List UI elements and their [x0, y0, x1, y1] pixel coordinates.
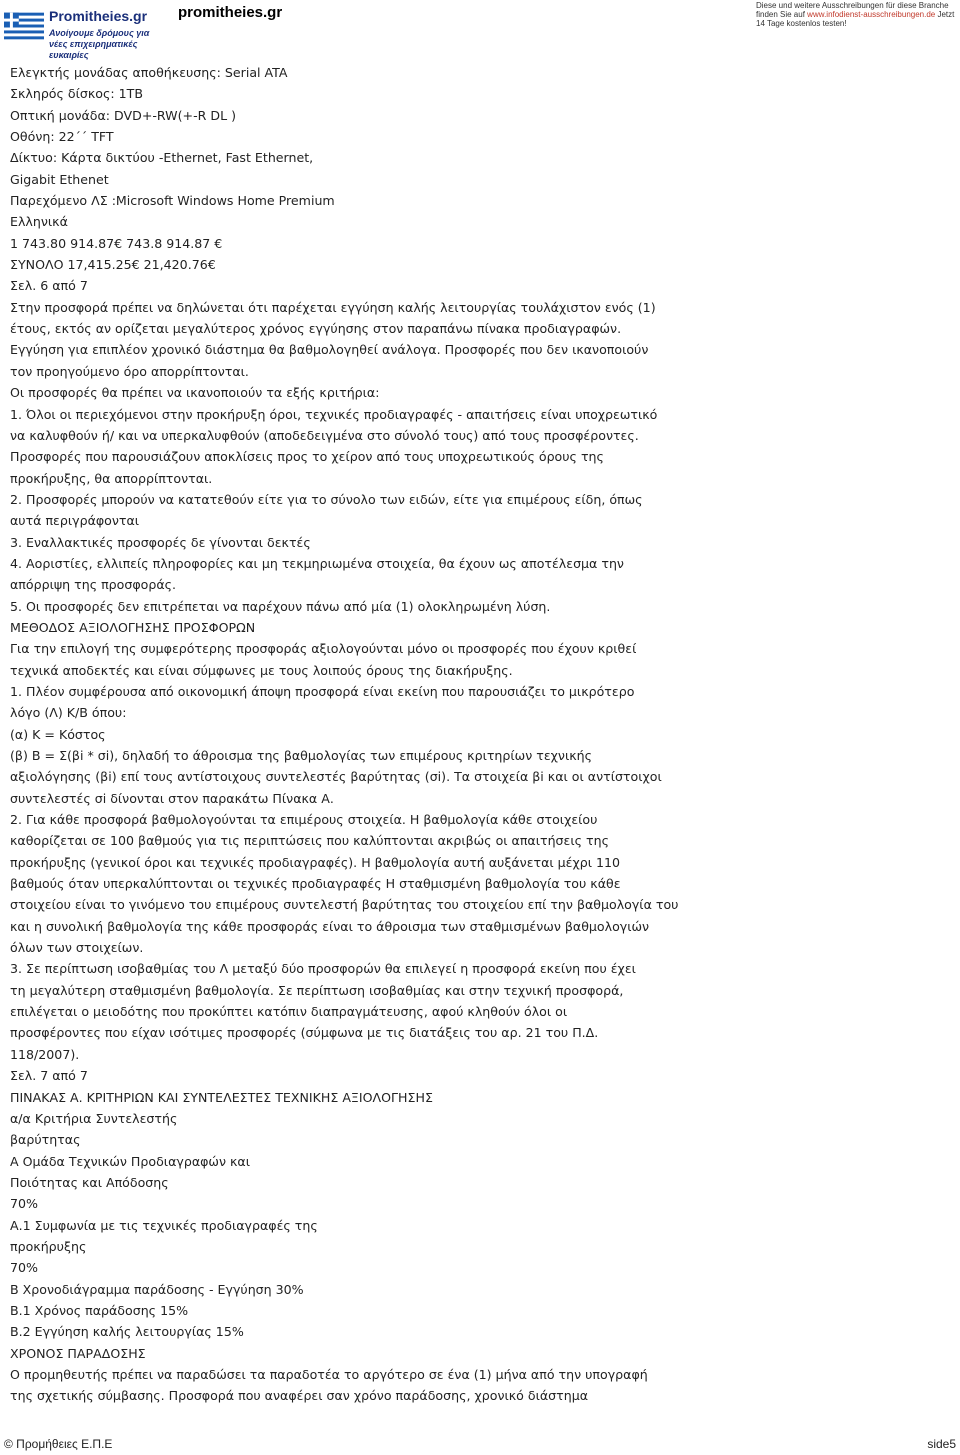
- text-line: 1 743.80 914.87€ 743.8 914.87 €: [10, 235, 223, 251]
- text-line: (β) Β = Σ(βi * σi), δηλαδή το άθροισμα της βαθμολογίας των επιμέρους κριτηρίων τεχνικής: [10, 748, 593, 763]
- text-line: Σκληρός δίσκος: 1TB: [10, 86, 143, 102]
- text-line: 3. Σε περίπτωση ισοβαθμίας του Λ μεταξύ δύο προσφορών θα επιλεγεί η προσφορά εκείνη που έχει: [10, 961, 636, 977]
- text-line: 70%: [10, 1260, 38, 1276]
- logo-title: Promitheies.gr: [49, 8, 148, 24]
- text-line: έτους, εκτός αν ορίζεται μεγαλύτερος χρόνος εγγύησης στον παραπάνω πίνακα προδιαγραφών.: [10, 321, 622, 337]
- text-line: Ελληνικά: [10, 214, 68, 230]
- text-line: 70%: [10, 1196, 38, 1212]
- text-line: και η συνολική βαθμολογία της κάθε προσφοράς είναι το άθροισμα των σταθμισμένων βαθμολογιών: [10, 918, 650, 934]
- ad-cta[interactable]: Jetzt 14 Tage kostenlos testen!: [756, 10, 955, 28]
- ad-link[interactable]: www.infodienst-ausschreibungen.de: [807, 10, 936, 19]
- greek-flag-icon: [4, 6, 44, 46]
- text-line: στοιχείου είναι το γινόμενο του επιμέρους συντελεστή βαρύτητας του στοιχείου επί την βαθμολογία του: [10, 897, 679, 913]
- text-line: αυτά περιγράφονται: [10, 513, 140, 529]
- text-line: της σχετικής σύμβασης. Προσφορά που αναφέρει σαν χρόνο παράδοσης, χρονικό διάστημα: [10, 1388, 589, 1404]
- text-line: 4. Αοριστίες, ελλιπείς πληροφορίες και μη τεκμηριωμένα στοιχεία, θα έχουν ως αποτέλεσμα την: [10, 555, 624, 571]
- text-line: Ο προμηθευτής πρέπει να παραδώσει τα παραδοτέα το αργότερο σε ένα (1) μήνα από την υπογραφή: [10, 1366, 648, 1382]
- text-line: αξιολόγησης (βi) επί τους αντίστοιχους συντελεστές βαρύτητας (σi). Τα στοιχεία βi και οι αντίστοιχοι: [10, 769, 662, 785]
- text-line: Β.1 Χρόνος παράδοσης 15%: [10, 1302, 189, 1318]
- text-line: Ελεγκτής μονάδας αποθήκευσης: Serial ATA: [10, 65, 288, 80]
- text-line: Σελ. 7 από 7: [10, 1068, 88, 1084]
- text-line: 5. Οι προσφορές δεν επιτρέπεται να παρέχουν πάνω από μία (1) ολοκληρωμένη λύση.: [10, 598, 551, 614]
- text-line: 118/2007).: [10, 1046, 80, 1062]
- text-line: ΣΥΝΟΛΟ 17,415.25€ 21,420.76€: [10, 257, 216, 273]
- site-name[interactable]: promitheies.gr: [178, 4, 283, 21]
- text-line: 1. Πλέον συμφέρουσα από οικονομική άποψη προσφορά είναι εκείνη που παρουσιάζει το μικρότερο: [10, 683, 635, 699]
- logo-tagline: Ανοίγουμε δρόμους για νέες επιχειρηματικές ευκαιρίες: [49, 28, 150, 60]
- text-line: λόγο (Λ) Κ/Β όπου:: [10, 705, 127, 721]
- text-line: Για την επιλογή της συμφερότερης προσφοράς αξιολογούνται μόνο οι προσφορές που έχουν κριθεί: [10, 641, 637, 657]
- text-line: Οθόνη: 22΄΄ TFT: [10, 129, 114, 145]
- text-line: ΜΕΘΟΔΟΣ ΑΞΙΟΛΟΓΗΣΗΣ ΠΡΟΣΦΟΡΩΝ: [10, 619, 256, 635]
- text-line: ΠΙΝΑΚΑΣ Α. ΚΡΙΤΗΡΙΩΝ ΚΑΙ ΣΥΝΤΕΛΕΣΤΕΣ ΤΕΧΝΙΚΗΣ ΑΞΙΟΛΟΓΗΣΗΣ: [10, 1089, 433, 1105]
- text-line: να καλυφθούν ή/ και να υπερκαλυφθούν (αποδεδειγμένα στο σύνολό τους) από τους προσφέροντες.: [10, 427, 639, 443]
- text-line: Β.2 Εγγύηση καλής λειτουργίας 15%: [10, 1324, 244, 1340]
- text-line: Δίκτυο: Κάρτα δικτύου -Ethernet, Fast Ethernet,: [10, 150, 314, 166]
- text-line: 1. Όλοι οι περιεχόμενοι στην προκήρυξη όροι, τεχνικές προδιαγραφές - απαιτήσεις είναι υποχρεωτικό: [10, 406, 658, 422]
- text-line: Ποιότητας και Απόδοσης: [10, 1174, 169, 1190]
- footer-copyright: © Προμήθειες Ε.Π.Ε: [4, 1437, 113, 1451]
- text-line: προκήρυξης (γενικοί όροι και τεχνικές προδιαγραφές). Η βαθμολογία αυτή αυξάνεται μέχρι 110: [10, 854, 621, 870]
- text-line: όλων των στοιχείων.: [10, 940, 144, 956]
- text-line: τεχνικά αποδεκτές και είναι σύμφωνες με τους λοιπούς όρους της διακήρυξης.: [10, 662, 513, 678]
- text-line: Α.1 Συμφωνία με τις τεχνικές προδιαγραφές της: [10, 1217, 318, 1233]
- text-line: Β Χρονοδιάγραμμα παράδοσης - Εγγύηση 30%: [10, 1281, 304, 1297]
- text-line: Εγγύηση για επιπλέον χρονικό διάστημα θα βαθμολογηθεί ανάλογα. Προσφορές που δεν ικανοποιούν: [10, 342, 649, 358]
- text-line: βαρύτητας: [10, 1132, 81, 1148]
- site-logo[interactable]: [4, 6, 154, 60]
- page-header: [0, 0, 960, 60]
- text-line: προκήρυξης: [10, 1238, 87, 1254]
- text-line: συντελεστές σi δίνονται στον παρακάτω Πίνακα Α.: [10, 790, 334, 806]
- text-line: προσφέροντες που είχαν ισότιμες προσφορές (σύμφωνα με τις διατάξεις του αρ. 21 του Π.Δ.: [10, 1025, 599, 1041]
- text-line: Παρεχόμενο ΛΣ :Microsoft Windows Home Premium: [10, 193, 335, 209]
- text-line: απόρριψη της προσφοράς.: [10, 577, 177, 593]
- text-line: Α Ομάδα Τεχνικών Προδιαγραφών και: [10, 1153, 250, 1169]
- text-line: Σελ. 6 από 7: [10, 278, 88, 294]
- text-line: 3. Εναλλακτικές προσφορές δε γίνονται δεκτές: [10, 534, 311, 550]
- text-line: Gigabit Ethenet: [10, 171, 109, 187]
- text-line: 2. Προσφορές μπορούν να κατατεθούν είτε για το σύνολο των ειδών, είτε για επιμέρους είδη, όπως: [10, 491, 643, 507]
- text-line: ΧΡΟΝΟΣ ΠΑΡΑΔΟΣΗΣ: [10, 1345, 146, 1361]
- text-line: α/α Κριτήρια Συντελεστής: [10, 1110, 178, 1126]
- text-line: επιλέγεται ο μειοδότης που προκύπτει κατόπιν διαπραγμάτευσης, αφού κληθούν όλοι οι: [10, 1004, 568, 1020]
- text-line: τον προηγούμενο όρο απορρίπτονται.: [10, 363, 249, 379]
- text-line: Προσφορές που παρουσιάζουν αποκλίσεις προς το χείρον από τους υποχρεωτικούς όρους της: [10, 449, 604, 465]
- text-line: 2. Για κάθε προσφορά βαθμολογούνται τα επιμέρους στοιχεία. Η βαθμολογία κάθε στοιχείου: [10, 812, 598, 828]
- page-footer: [0, 1436, 960, 1455]
- text-line: καθορίζεται σε 100 βαθμούς για τις περιπτώσεις που καλύπτονται ακριβώς οι απαιτήσεις της: [10, 833, 609, 849]
- text-line: Στην προσφορά πρέπει να δηλώνεται ότι παρέχεται εγγύηση καλής λειτουργίας τουλάχιστον ενός (1): [10, 299, 656, 315]
- text-line: Οι προσφορές θα πρέπει να ικανοποιούν τα εξής κριτήρια:: [10, 385, 380, 401]
- text-line: Οπτική μονάδα: DVD+-RW(+-R DL ): [10, 107, 237, 123]
- text-line: (α) Κ = Κόστος: [10, 726, 106, 742]
- footer-page-label: side5: [927, 1437, 956, 1451]
- document-body: [10, 62, 710, 1407]
- text-line: προκήρυξης, θα απορρίπτονται.: [10, 470, 213, 486]
- text-line: βαθμούς όταν υπερκαλύπτονται οι τεχνικές προδιαγραφές Η σταθμισμένη βαθμολογία του κάθε: [10, 876, 621, 892]
- ad-banner[interactable]: [756, 1, 960, 28]
- ad-text: Diese und weitere Ausschreibungen für diese Branche finden Sie auf: [756, 1, 949, 19]
- text-line: τη μεγαλύτερη σταθμισμένη βαθμολογία. Σε περίπτωση ισοβαθμίας και στην τεχνική προσφορά,: [10, 982, 624, 998]
